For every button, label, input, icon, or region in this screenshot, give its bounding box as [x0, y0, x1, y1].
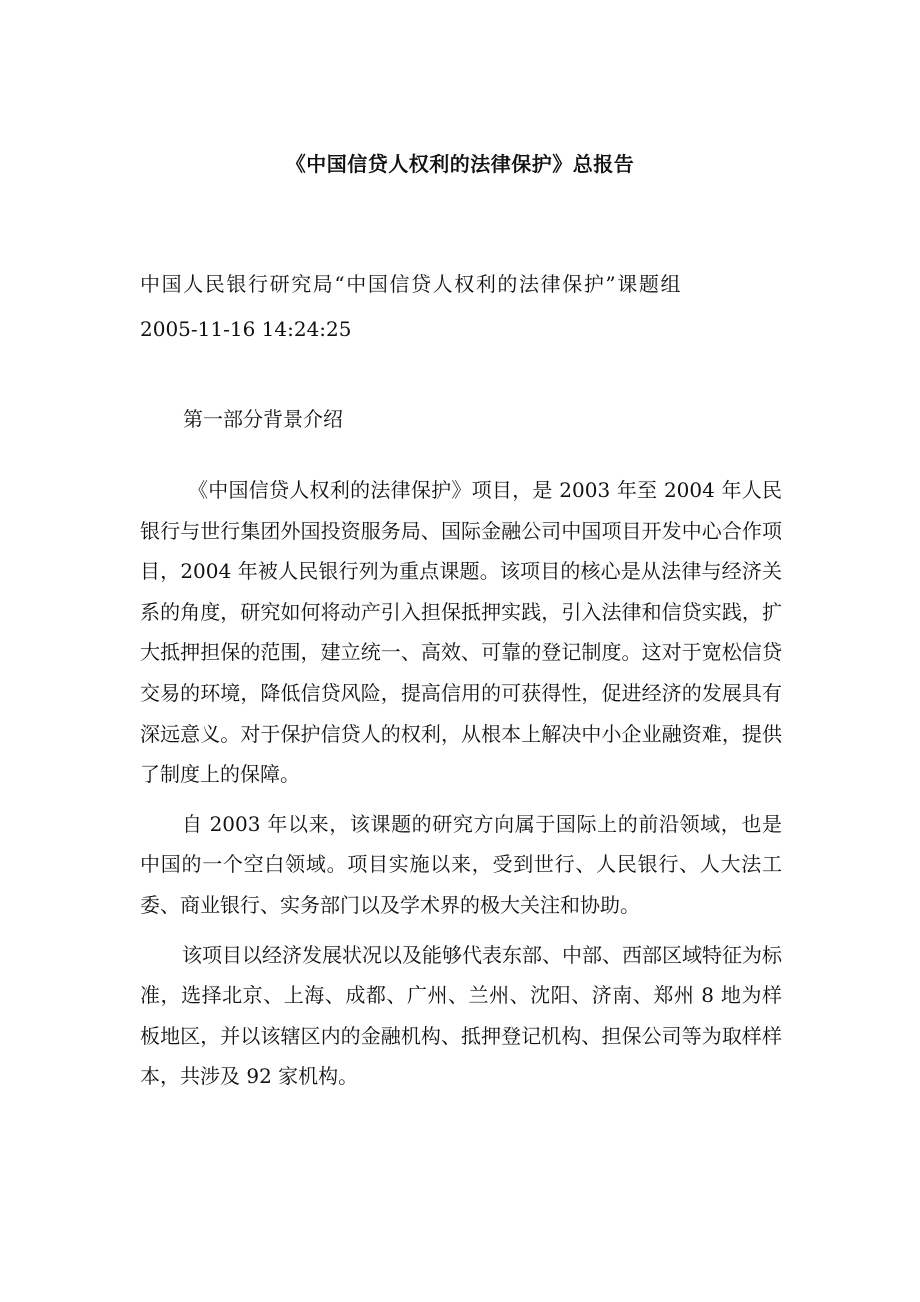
paragraph-research-direction: 自 2003 年以来，该课题的研究方向属于国际上的前沿领域，也是中国的一个空白领域。项目实施以来，受到世行、人民银行、人大法工委、商业银行、实务部门以及学术界的极大关注和协助。: [140, 811, 782, 917]
paragraph-sample-regions: 该项目以经济发展状况以及能够代表东部、中部、西部区域特征为标准，选择北京、上海、成都、广州、兰州、沈阳、济南、郑州 8 地为样板地区，并以该辖区内的金融机构、抵押登记机构、担保公司等为取样样本，共涉及 92 家机构。: [140, 942, 782, 1089]
document-title: 《中国信贷人权利的法律保护》总报告: [285, 152, 635, 176]
publish-timestamp: 2005-11-16 14:24:25: [140, 317, 352, 341]
author-byline: 中国人民银行研究局“中国信贷人权利的法律保护”课题组: [140, 272, 683, 296]
section-heading: 第一部分背景介绍: [183, 407, 343, 431]
body-text: [140, 470, 782, 1106]
paragraph-intro: 《中国信贷人权利的法律保护》项目，是 2003 年至 2004 年人民银行与世行集团外国投资服务局、国际金融公司中国项目开发中心合作项目，2004 年被人民银行列为重点课题。该项目的核心是从法律与经济关系的角度，研究如何将动产引入担保抵押实践，引入法律和信贷实践，扩大抵押担保的范围，建立统一、高效、可靠的登记制度。这对于宽松信贷交易的环境，降低信贷风险，提高信用的可获得性，促进经济的发展具有深远意义。对于保护信贷人的权利，从根本上解决中小企业融资难，提供了制度上的保障。: [140, 478, 782, 787]
